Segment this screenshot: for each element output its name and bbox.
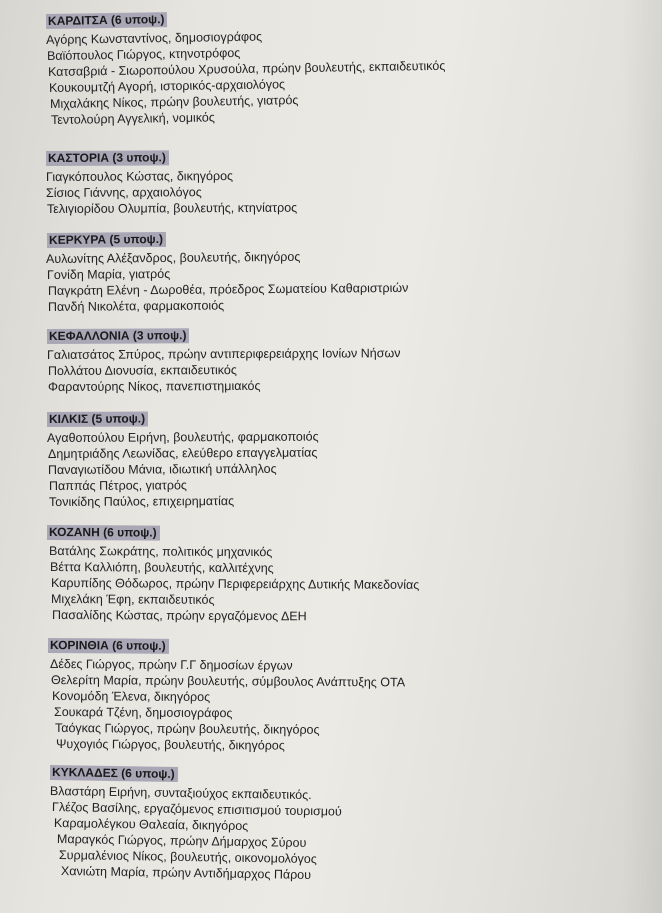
section-header: ΚΑΣΤΟΡΙΑ (3 υποψ.) <box>46 150 169 166</box>
candidate-line: Βλαστάρη Ειρήνη, συνταξιούχος εκπαιδευτικός. <box>49 784 312 803</box>
candidate-line: Τεντολούρη Αγγελική, νομικός <box>50 110 215 127</box>
candidate-line: Καρυπίδης Θόδωρος, πρώην Περιφερειάρχης Δυτικής Μακεδονίας <box>50 576 419 592</box>
candidate-line: Κουκουμτζή Αγορή, ιστορικός-αρχαιολόγος <box>48 77 286 95</box>
candidate-line: Βαϊόπουλος Γιώργος, κτηνοτρόφος <box>46 45 241 63</box>
candidate-line: Φαραντούρης Νίκος, πανεπιστημιακός <box>47 378 261 394</box>
candidate-line: Μιχαλάκης Νίκος, πρώην βουλευτής, γιατρός <box>49 93 299 111</box>
section-header: ΚΙΛΚΙΣ (5 υποψ.) <box>47 411 148 427</box>
candidate-line: Γονίδη Μαρία, γιατρός <box>46 266 171 282</box>
candidate-line: Γαλιατσάτος Σπύρος, πρώην αντιπεριφερειάρχης Ιονίων Νήσων <box>46 346 401 362</box>
section-header: ΚΕΡΚΥΡΑ (5 υποψ.) <box>47 232 166 248</box>
candidate-line: Παππάς Πέτρος, γιατρός <box>48 478 187 493</box>
candidate-line: Παναγιωτίδου Μάνια, ιδιωτική υπάλληλος <box>48 461 277 477</box>
candidate-line: Βατάλης Σωκράτης, πολιτικός μηχανικός <box>48 544 273 560</box>
section-header: ΚΟΡΙΝΘΙΑ (6 υποψ.) <box>48 638 169 654</box>
candidate-line: Μιχελάκη Έφη, εκπαιδευτικός <box>51 592 215 607</box>
candidate-line: Αγόρης Κωνσταντίνος, δημοσιογράφος <box>45 29 263 47</box>
candidate-line: Πασαλίδης Κώστας, πρώην εργαζόμενος ΔΕΗ <box>52 608 307 624</box>
candidate-line: Βέττα Καλλιόπη, βουλευτής, καλλιτέχνης <box>49 560 274 576</box>
section-header: ΚΥΚΛΑΔΕΣ (6 υποψ.) <box>50 765 178 782</box>
candidate-line: Συρμαλένιος Νίκος, βουλευτής, οικονομολόγος <box>58 848 317 867</box>
candidate-line: Πολλάτου Διονυσία, εκπαιδευτικός <box>47 363 237 378</box>
candidate-line: Σουκαρά Τζένη, δημοσιογράφος <box>53 705 233 721</box>
candidate-line: Κατσαβριά - Σιωροπούλου Χρυσούλα, πρώην βουλευτής, εκπαιδευτικός <box>47 58 446 79</box>
candidate-line: Τονικίδης Παύλος, επιχειρηματίας <box>49 494 235 509</box>
section-header: ΚΑΡΔΙΤΣΑ (6 υποψ.) <box>46 12 168 29</box>
candidate-line: Παγκράτη Ελένη - Δωροθέα, πρόεδρος Σωματείου Καθαριστριών <box>47 280 409 298</box>
candidate-line: Δημητριάδης Λεωνίδας, ελεύθερο επαγγελματίας <box>47 445 317 461</box>
candidate-line: Ψυχογιός Γιώργος, βουλευτής, δικηγόρος <box>55 737 285 753</box>
candidate-line: Καραμολέγκου Θαλεαία, δικηγόρος <box>54 816 249 834</box>
candidate-line: Μαραγκός Γιώργος, πρώην Δήμαρχος Σύρου <box>56 832 307 850</box>
candidate-line: Θελερίτη Μαρία, πρώην βουλευτής, σύμβουλος Ανάπτυξης ΟΤΑ <box>51 673 406 690</box>
candidate-line: Κονομόδη Έλενα, δικηγόρος <box>52 689 211 705</box>
section-header: ΚΕΦΑΛΛΟΝΙΑ (3 υποψ.) <box>47 328 190 344</box>
candidate-line: Αγαθοπούλου Ειρήνη, βουλευτής, φαρμακοποιός <box>46 429 319 445</box>
candidate-line: Σίσιος Γιάννης, αρχαιολόγος <box>46 185 203 200</box>
candidate-line: Γιαγκόπουλος Κώστας, δικηγόρος <box>45 169 234 184</box>
candidate-line: Τελιγιορίδου Ολυμπία, βουλευτής, κτηνίατρος <box>46 200 297 216</box>
section-header: ΚΟΖΑΝΗ (6 υποψ.) <box>47 525 160 541</box>
candidate-line: Χανιώτη Μαρία, πρώην Αντιδήμαρχος Πάρου <box>60 864 312 882</box>
candidate-line: Γλέζος Βασίλης, εργαζόμενος επισιτισμού τουρισμού <box>52 800 343 819</box>
candidate-line: Αυλωνίτης Αλέξανδρος, βουλευτής, δικηγόρος <box>45 249 301 266</box>
candidate-line: Ταόγκας Γιώργος, πρώην βουλευτής, δικηγόρος <box>54 721 320 737</box>
candidate-line: Δέδες Γιώργος, πρώην Γ.Γ δημοσίων έργων <box>49 657 293 673</box>
candidate-line: Πανδή Νικολέτα, φαρμακοποιός <box>48 298 225 314</box>
